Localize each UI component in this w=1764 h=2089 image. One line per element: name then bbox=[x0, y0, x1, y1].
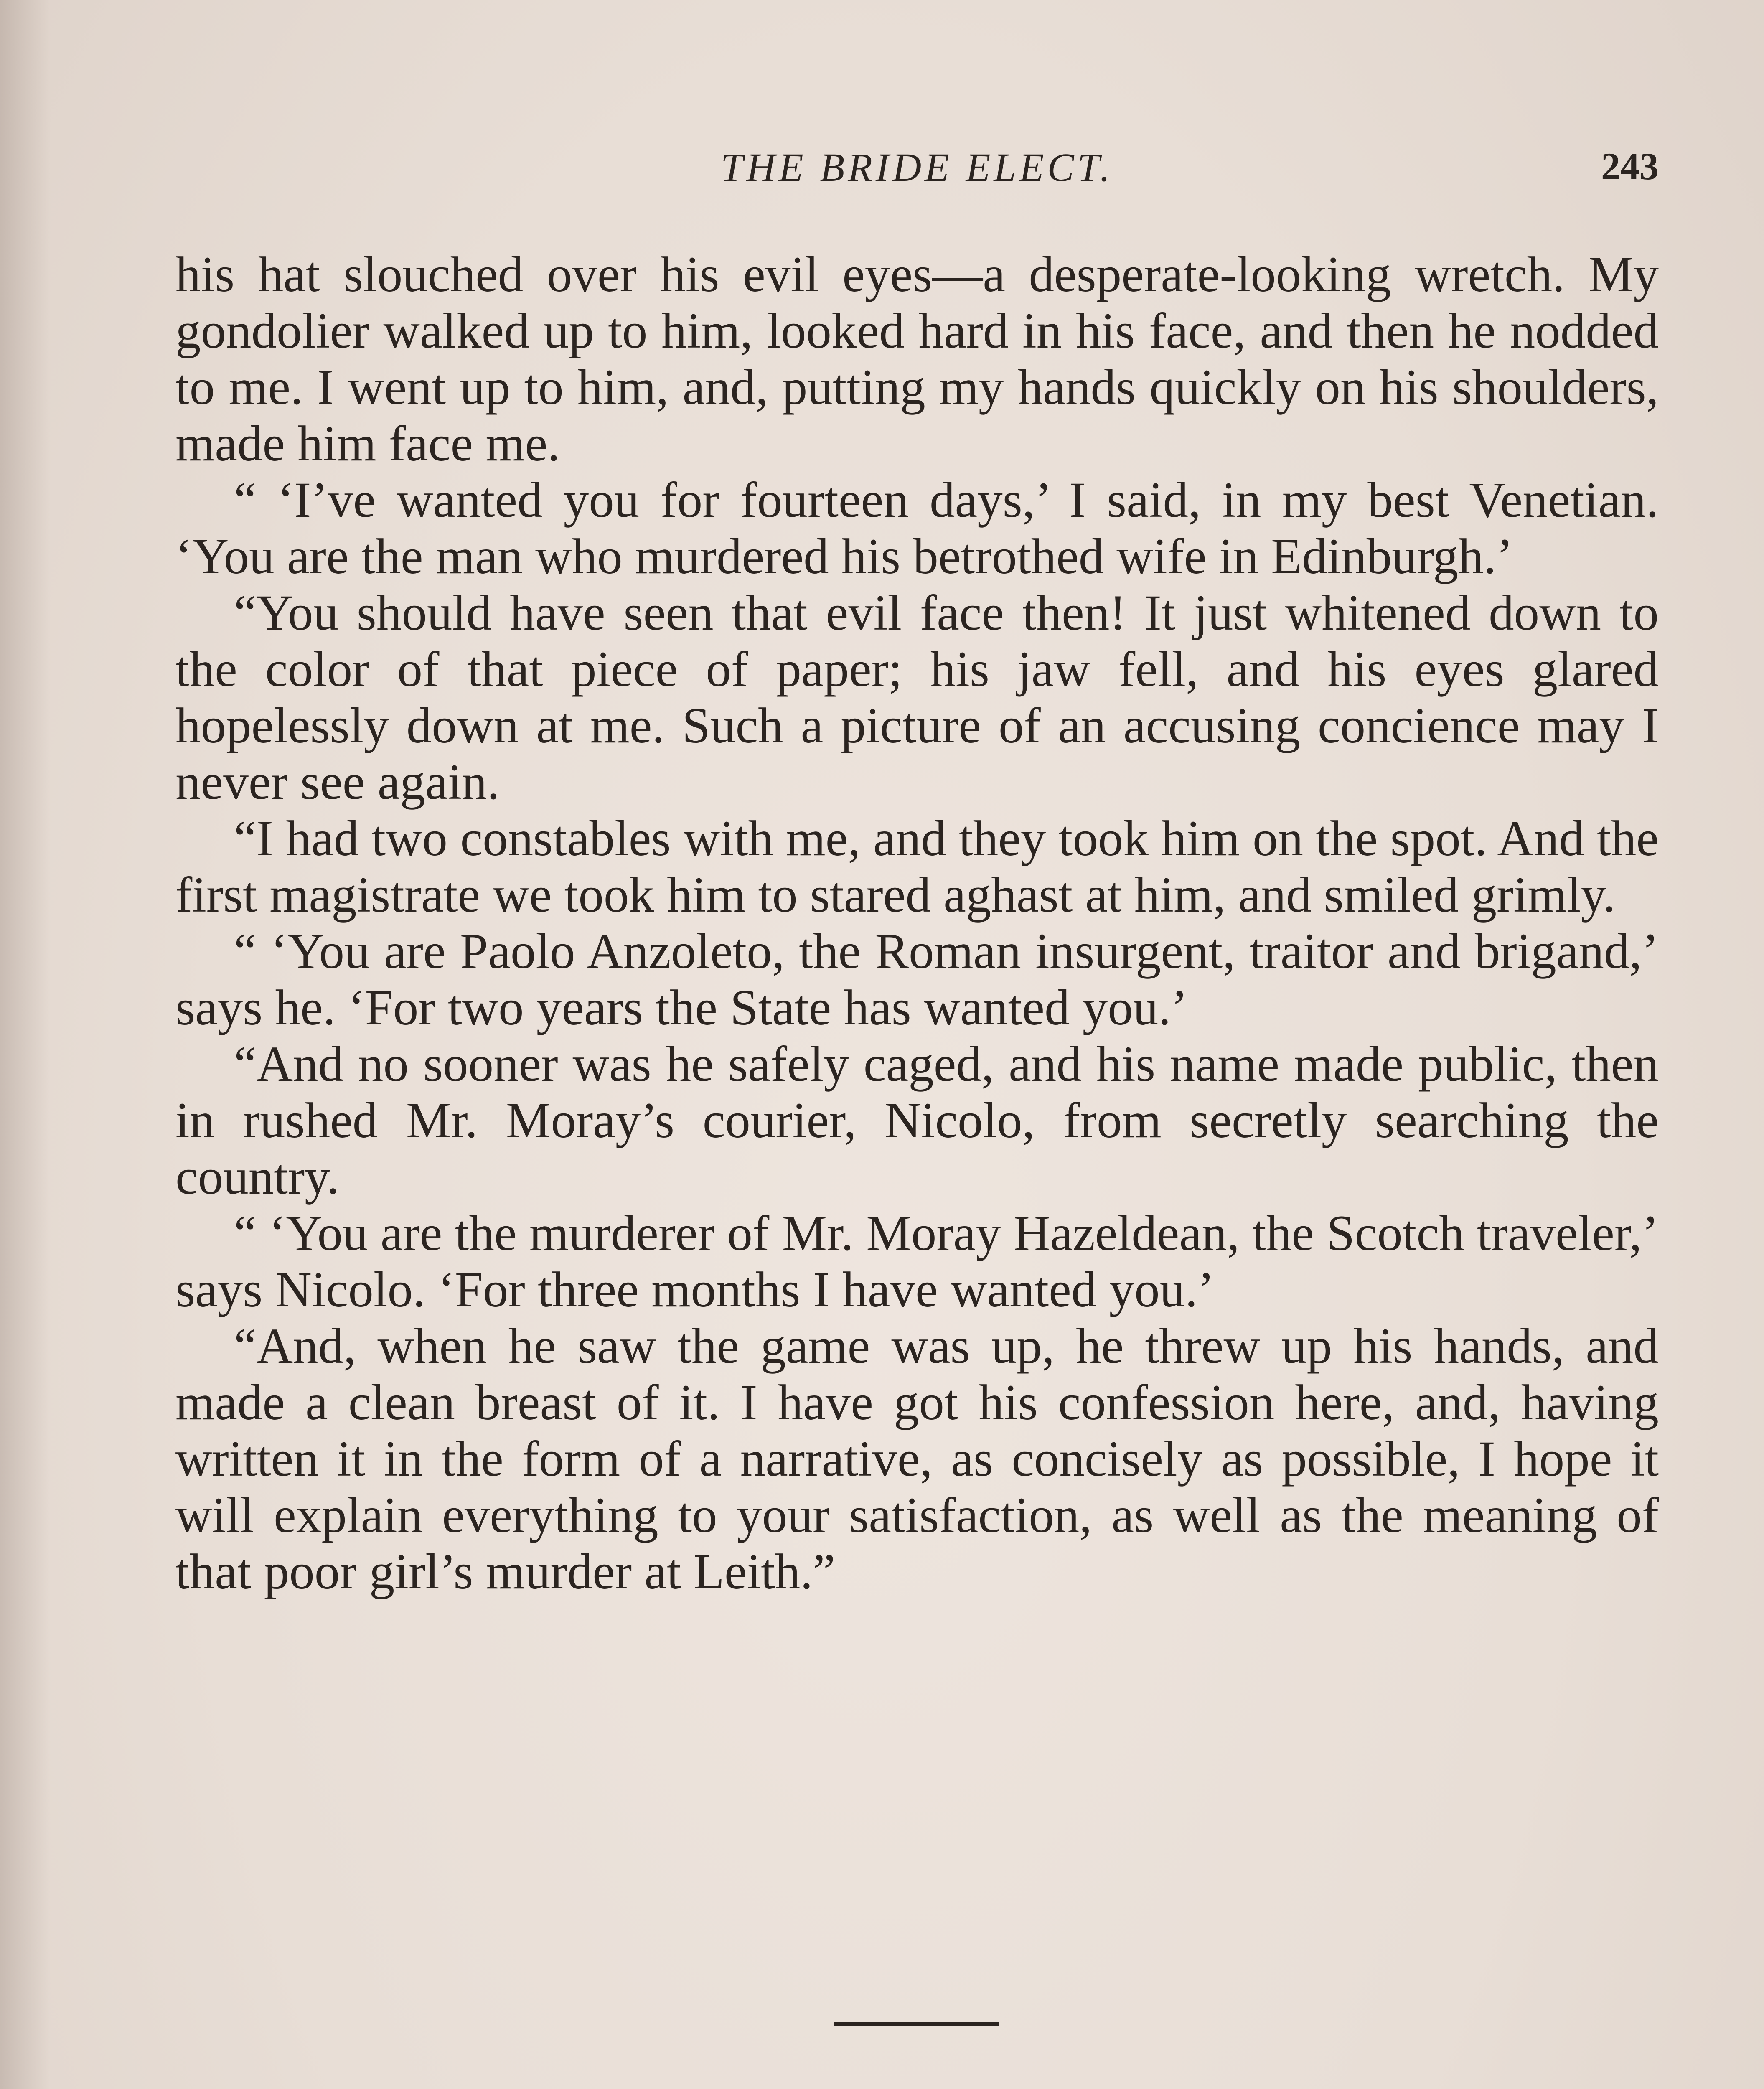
paragraph: “I had two constables with me, and they took him on the spot. And the first magistrate we took him to stared aghast at him, and smiled grimly. bbox=[175, 811, 1659, 923]
paragraph: “And, when he saw the game was up, he threw up his hands, and made a clean breast of it. I have got his confession here, and, having written it in the form of a narrative, as concisely as possible, I hope it will explain everything to your satisfaction, as well as the meaning of that poor girl’s murder at Leith.” bbox=[175, 1318, 1659, 1600]
paragraph: “You should have seen that evil face then! It just whitened down to the color of that piece of paper; his jaw fell, and his eyes glared hopelessly down at me. Such a picture of an accusing concience may I never see again. bbox=[175, 585, 1659, 810]
paragraph: “ ‘You are the murderer of Mr. Moray Hazeldean, the Scotch traveler,’ says Nicolo. ‘For three months I have wanted you.’ bbox=[175, 1205, 1659, 1318]
body-text bbox=[175, 247, 1659, 1600]
section-divider bbox=[834, 2022, 999, 2026]
paragraph: “And no sooner was he safely caged, and his name made public, then in rushed Mr. Moray’s courier, Nicolo, from secretly searching the country. bbox=[175, 1036, 1659, 1205]
paragraph: “ ‘I’ve wanted you for fourteen days,’ I said, in my best Venetian. ‘You are the man who murdered his betrothed wife in Edinburgh.’ bbox=[175, 472, 1659, 585]
paragraph: “ ‘You are Paolo Anzoleto, the Roman insurgent, traitor and brigand,’ says he. ‘For two years the State has wanted you.’ bbox=[175, 923, 1659, 1036]
page-header bbox=[175, 144, 1659, 203]
page-number: 243 bbox=[1601, 145, 1659, 188]
paragraph: his hat slouched over his evil eyes—a desperate-looking wretch. My gondolier walked up to him, looked hard in his face, and then he nodded to me. I went up to him, and, putting my hands quickly on his shoulders, made him face me. bbox=[175, 247, 1659, 472]
running-head: THE BRIDE ELECT. bbox=[721, 145, 1113, 190]
spine-shadow bbox=[0, 0, 50, 2089]
